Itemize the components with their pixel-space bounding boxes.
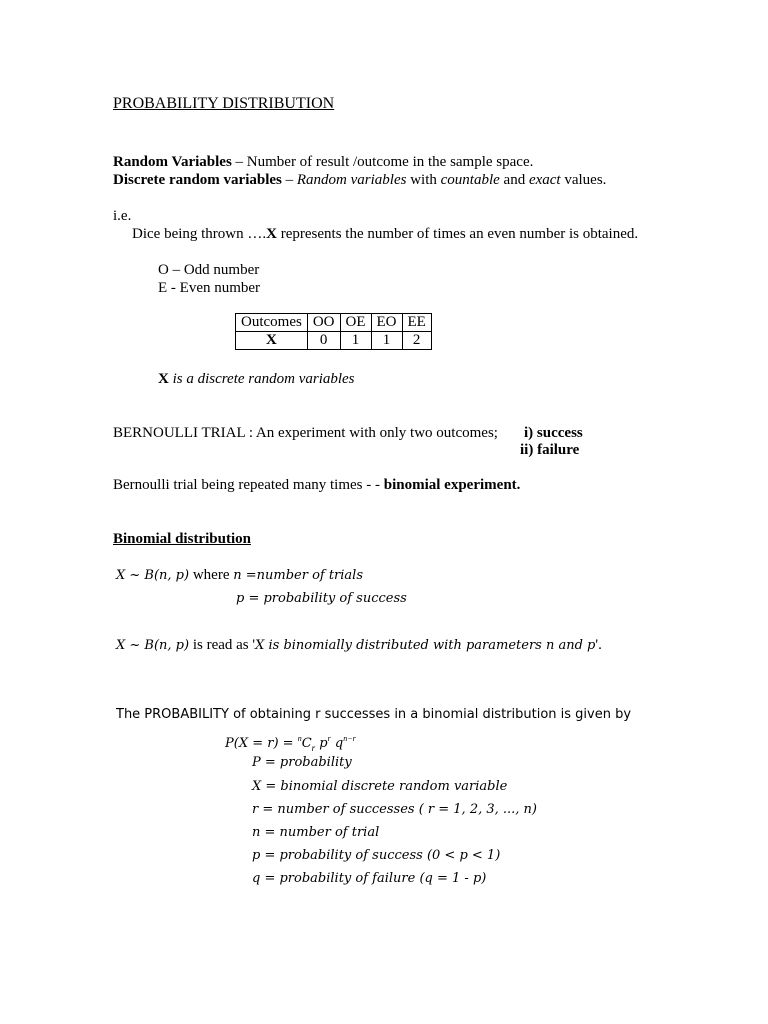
discrete-rv-text-3: values. [560,172,607,188]
discrete-note-x: X [158,371,169,387]
dice-x: X [266,226,277,242]
read-as-text: is read as ' [189,637,256,653]
random-variables-term: Random Variables [113,154,232,170]
dice-pre: Dice being thrown …. [132,226,267,242]
probability-intro: The PROBABILITY of obtaining r successes in a binomial distribution is given by [116,707,632,722]
table-header-cell: OE [340,314,371,332]
outcomes-table [235,313,432,350]
random-variables-text: – Number of result /outcome in the sample space. [231,154,534,170]
discrete-note-text: is a discrete random variables [168,371,355,387]
read-as-line [116,636,602,655]
dice-post: represents the number of times an even number is obtained. [276,226,639,242]
bernoulli-outcome-failure: ii) failure [520,442,580,458]
legend-even: E - Even number [158,280,261,296]
binomial-distribution-heading: Binomial distribution [113,531,251,547]
definition-r: r = number of successes ( r = 1, 2, 3, ..., n) [252,802,538,817]
binomial-experiment-line [113,476,520,494]
table-cell: 1 [371,332,402,350]
formula-p: p [315,736,328,751]
discrete-rv-italic-2: countable [440,172,500,188]
formula-lhs: P(X = r) = [225,736,298,751]
dice-example [132,225,638,243]
notation-def-n: n =number of trials [233,568,364,583]
notation-where: where [189,567,234,583]
formula-sup-nr: n−r [343,734,356,743]
discrete-rv-italic-1: Random variables [296,172,407,188]
table-cell: X [236,332,308,350]
table-header-cell: EO [371,314,402,332]
legend-odd: O – Odd number [158,262,260,278]
binomial-experiment-text: Bernoulli trial being repeated many times - - [113,477,384,493]
read-as-italic: X is binomially distributed with parameters n and p [255,638,596,653]
binomial-experiment-bold: binomial experiment. [383,477,521,493]
notation-def-p: p = probability of success [236,591,407,606]
table-header-cell: Outcomes [236,314,308,332]
random-variables-definition [113,153,533,171]
table-cell: 0 [307,332,340,350]
discrete-rv-term: Discrete random variables [113,172,282,188]
bernoulli-trial-text: BERNOULLI TRIAL : An experiment with only two outcomes; [113,425,498,441]
discrete-note [158,370,355,388]
notation-math: X ~ B(n, p) [116,568,190,583]
notation-line-2 [236,589,407,608]
discrete-rv-italic-3: exact [528,172,561,188]
discrete-random-variables-definition [113,171,606,189]
discrete-rv-text-1: with [406,172,441,188]
table-header-cell: OO [307,314,340,332]
definition-x: X = binomial discrete random variable [252,779,508,794]
formula-q: q [330,736,344,751]
page-title: PROBABILITY DISTRIBUTION [113,95,335,112]
formula-sub-r: r [311,743,316,753]
read-as-end: '. [595,637,602,653]
formula-sup-n: n [297,734,302,743]
discrete-rv-separator: – [281,172,297,188]
discrete-rv-text-2: and [499,172,529,188]
definition-n: n = number of trial [252,825,380,840]
table-row [236,314,432,332]
table-row [236,332,432,350]
bernoulli-outcome-success: i) success [524,425,583,441]
formula-c: C [301,736,312,751]
definition-p: P = probability [252,755,352,770]
definition-q-failure: q = probability of failure (q = 1 - p) [252,871,487,886]
binomial-formula [225,730,356,757]
table-header-cell: EE [402,314,431,332]
table-cell: 1 [340,332,371,350]
definition-p-success: p = probability of success (0 < p < 1) [252,848,501,863]
ie-label: i.e. [113,208,132,224]
read-as-math: X ~ B(n, p) [116,638,190,653]
table-cell: 2 [402,332,431,350]
notation-line-1 [116,566,363,585]
formula-sup-r: r [327,734,331,743]
